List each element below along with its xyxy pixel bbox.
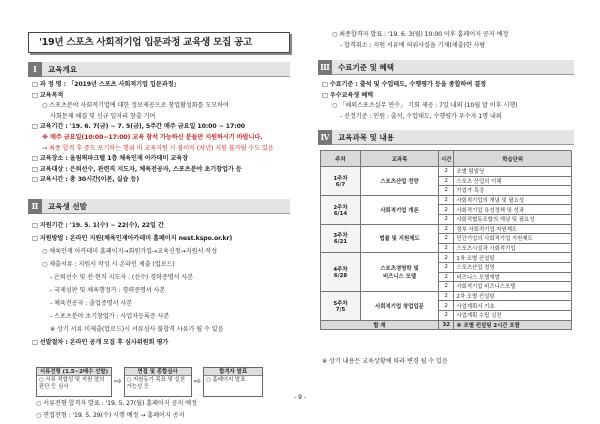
week-cell: 4주차 6/28 (321, 253, 361, 291)
hours-cell: 2 (439, 291, 454, 301)
table-row (321, 195, 572, 205)
doc-result-line: ○ 서류전형 합격자 발표 : '19. 5. 27(월) 홈페이지 공지 예정 (36, 400, 197, 407)
flow-step-title: 면접 및 종합심사 (125, 368, 191, 376)
total-hours: 32 (439, 320, 454, 330)
table-row (321, 167, 572, 177)
unit-cell: 조별 팀빌딩 (454, 167, 572, 177)
unit-cell: 사회적기업의 개념 및 필요성 (454, 195, 572, 205)
week-cell: 1주차 6/7 (321, 167, 361, 196)
course-name: □ 과 정 명 : 「2019년 스포츠 사회적기업 입문과정」 (32, 81, 180, 88)
col-header-subject: 교과목 (361, 151, 439, 167)
doc-item: - 체육전공자 : 졸업증명서 사본 (50, 300, 133, 307)
hours-cell: 2 (439, 195, 454, 205)
table-row (321, 291, 572, 301)
arrow-right-icon: ⇨ (193, 377, 202, 387)
table-note: ※ 상기 내용은 교육상황에 따라 변경 될 수 있음 (322, 358, 448, 365)
benefit-line: ○ 「해외스포츠실무 연수」 기회 제공 : 7일 내외 (10월 말 이후 시행) (332, 102, 518, 110)
section-number: Ⅲ (318, 60, 332, 75)
hours-cell: 2 (439, 301, 454, 311)
week-cell: 5주차 7/5 (321, 291, 361, 320)
col-header-hours: 시간 (439, 151, 454, 167)
flow-step-documents (36, 367, 112, 397)
attendance-note: ※ 매주 금요일(10:00~17:00) 교육 참석 가능하신 분들만 지원하시기 바랍니다. (42, 133, 263, 141)
section-label: 교육개요 (42, 62, 290, 77)
unit-cell: 사업계획 수립 실전 (454, 310, 572, 320)
page-title: '19년 스포츠 사회적기업 입문과정 교육생 모집 공고 (28, 32, 290, 53)
section-number: Ⅰ (28, 62, 42, 77)
hours-cell: 2 (439, 167, 454, 177)
benefit-criteria: - 선정기준 : 인원 : 출석, 수업태도, 수행평가 우수자 1명 내외 (340, 112, 502, 120)
cancel-line: - 합격취소 : 지원 서류에 허위사실을 기재(제출)한 사람 (340, 41, 486, 49)
apply-steps: ○ 체육인재 아카데미 홈페이지→회원가입→교육신청→지원서 작성 (42, 248, 217, 255)
hours-cell: 2 (439, 272, 454, 282)
doc-item: - 국제심판 및 체육행정가 : 경력증명서 사본 (50, 287, 166, 294)
docs-heading: ○ 제출서류 : 지원서 작성 시 온라인 제출 (업로드) (42, 261, 175, 268)
week-cell: 2주차 6/14 (321, 195, 361, 224)
section-header-overview (28, 62, 290, 77)
benefit-heading: □ 우수교육생 혜택 (322, 91, 373, 99)
doc-item: - 스포츠분야 초기창업가 : 사업자등록증 사본 (50, 313, 170, 320)
apply-method: □ 지원방법 : 온라인 지원(체육인재아카데미 홈페이지 nest.kspo.or.kr) (32, 235, 233, 242)
apply-period: □ 지원기간 : '19. 5. 1(수) ~ 22(수), 22일 간 (32, 222, 164, 229)
docs-note: ※ 상기 서류 미제출(업로드)시 서류심사 불합격 사유가 될 수 있음 (50, 326, 224, 333)
flow-step-interview (124, 367, 192, 397)
subject-cell: 스포츠경영학 및 비즈니스 모델 (361, 253, 439, 291)
section-number: Ⅱ (28, 199, 42, 214)
unit-cell: 정부 사회적기업 지원제도 (454, 224, 572, 234)
curriculum-table (320, 150, 572, 330)
page-number: - 9 - (294, 394, 306, 401)
subject-cell: 법률 및 지원제도 (361, 224, 439, 253)
selection-list (32, 220, 232, 350)
section-header-curriculum (318, 130, 574, 145)
subject-cell: 사회적기업 창업입문 (361, 291, 439, 320)
flow-step-desc: ○ 서류 적합성 및 지원 열의 판단 등 심사 (39, 377, 105, 390)
final-result-line: ○ 최종합격자 발표 : '19. 6. 3(월) 10:00 이후 홈페이지 공지 예정 (332, 31, 509, 38)
total-row (321, 320, 572, 330)
hours-cell: 2 (439, 310, 454, 320)
section-label: 교육과목 및 내용 (332, 130, 574, 145)
arrow-right-icon: ⇨ (114, 377, 122, 387)
interview-line: ○ 면접전형 : '19. 5. 29(수) 시행 예정 → 홈페이지 공지 (36, 412, 185, 419)
hours-cell: 2 (439, 186, 454, 196)
hours-cell: 2 (439, 214, 454, 224)
unit-cell: 스포츠 산업의 이해 (454, 176, 572, 186)
table-row (321, 253, 572, 263)
unit-cell: 스포츠시설과 사회적기업 (454, 243, 572, 253)
hours-cell: 2 (439, 253, 454, 263)
unit-cell: 스포츠산업 경영 (454, 262, 572, 272)
selection-flow (36, 367, 288, 397)
flow-step-announce (203, 367, 263, 397)
location-line: □ 교육장소 : 올림픽파크텔 1층 체육인재 아카데미 교육장 (32, 155, 189, 163)
col-header-unit: 학습단위 (454, 151, 572, 167)
purpose-line: ○ 스포츠분야 사회적기업에 대한 정보제공으로 창업활성화를 도모하여 (42, 102, 229, 110)
hours-cell: 2 (439, 282, 454, 292)
purpose-line: 사회문제 해결 및 신규 일자리 창출 기여 (50, 112, 156, 120)
unit-cell: 2차 조별 컨설팅 (454, 291, 572, 301)
selection-process: □ 선발절차 : 온라인 공개 모집 후 심사위원회 평가 (32, 339, 169, 346)
section-header-criteria (318, 60, 574, 75)
week-cell: 3주차 6/21 (321, 224, 361, 253)
final-announcement (322, 30, 508, 51)
hours-cell: 2 (439, 262, 454, 272)
overview-list (32, 80, 274, 186)
unit-cell: 1차 조별 컨설팅 (454, 253, 572, 263)
hours-cell: 2 (439, 224, 454, 234)
total-note: ※ 조별 컨설팅 2시간 포함 (454, 320, 572, 330)
hours-cell: 2 (439, 243, 454, 253)
subject-cell: 사회적기업 개론 (361, 195, 439, 224)
unit-cell: 사회적기업 비즈니스모델 (454, 282, 572, 292)
criteria-list (322, 80, 517, 122)
doc-item: - 은퇴선수 및 전·현직 지도자 : (선수) 경력증명서 사본 (50, 274, 194, 281)
total-label: 합 계 (321, 320, 439, 330)
unit-cell: 기업가 특강 (454, 186, 572, 196)
flow-step-title: 서류전형 (1.5~2배수 선발) (37, 368, 111, 376)
unit-cell: 비즈니스 모델개발 (454, 272, 572, 282)
flow-step-desc: ○ 지원동기 목표 및 실천 가능성 등 (126, 377, 185, 390)
unit-cell: 민간기업의 사회적기업 지원제도 (454, 234, 572, 244)
hours-line: □ 교육시간 : 총 30시간(이론, 실습 등) (32, 176, 140, 184)
subject-cell: 스포츠산업 전망 (361, 167, 439, 196)
unit-cell: 사회적협동조합의 개념 및 필요성 (454, 214, 572, 224)
section-label: 교육생 선발 (42, 199, 290, 214)
announcement-list (36, 398, 197, 422)
hours-cell: 2 (439, 234, 454, 244)
flow-step-title: 합격자 발표 (204, 368, 262, 376)
section-label: 수료기준 및 혜택 (332, 60, 574, 75)
flow-step-desc: ○ 홈페이지 발표 (206, 377, 246, 383)
col-header-week: 주차 (321, 151, 361, 167)
withdrawal-note: → 최종 합격 후 중도 포기하는 행위 미 교육지원 시 불이익 (차년) 지원 불가될 수도 있음 (42, 144, 274, 152)
purpose-heading: □ 교육목적 (32, 91, 64, 99)
period-line: □ 교육기간 : '19. 6. 7(금) ~ 7. 5(금), 5주간 매주 금요일 10:00 ~ 17:00 (32, 123, 245, 131)
hours-cell: 2 (439, 205, 454, 215)
table-row (321, 224, 572, 234)
section-number: Ⅳ (318, 130, 332, 145)
unit-cell: 사회적기업 육성정책 및 성과 (454, 205, 572, 215)
hours-cell: 2 (439, 176, 454, 186)
unit-cell: 사업계획서 기초 (454, 301, 572, 311)
section-header-selection (28, 199, 290, 214)
table-header-row (321, 151, 572, 167)
target-line: □ 교육대상 : 은퇴선수, 관련직 지도자, 체육전공자, 스포츠분야 초기창업가 등 (32, 165, 242, 173)
completion-criteria: □ 수료기준 : 출석 및 수업태도, 수행평가 등을 종합하여 결정 (322, 81, 487, 88)
